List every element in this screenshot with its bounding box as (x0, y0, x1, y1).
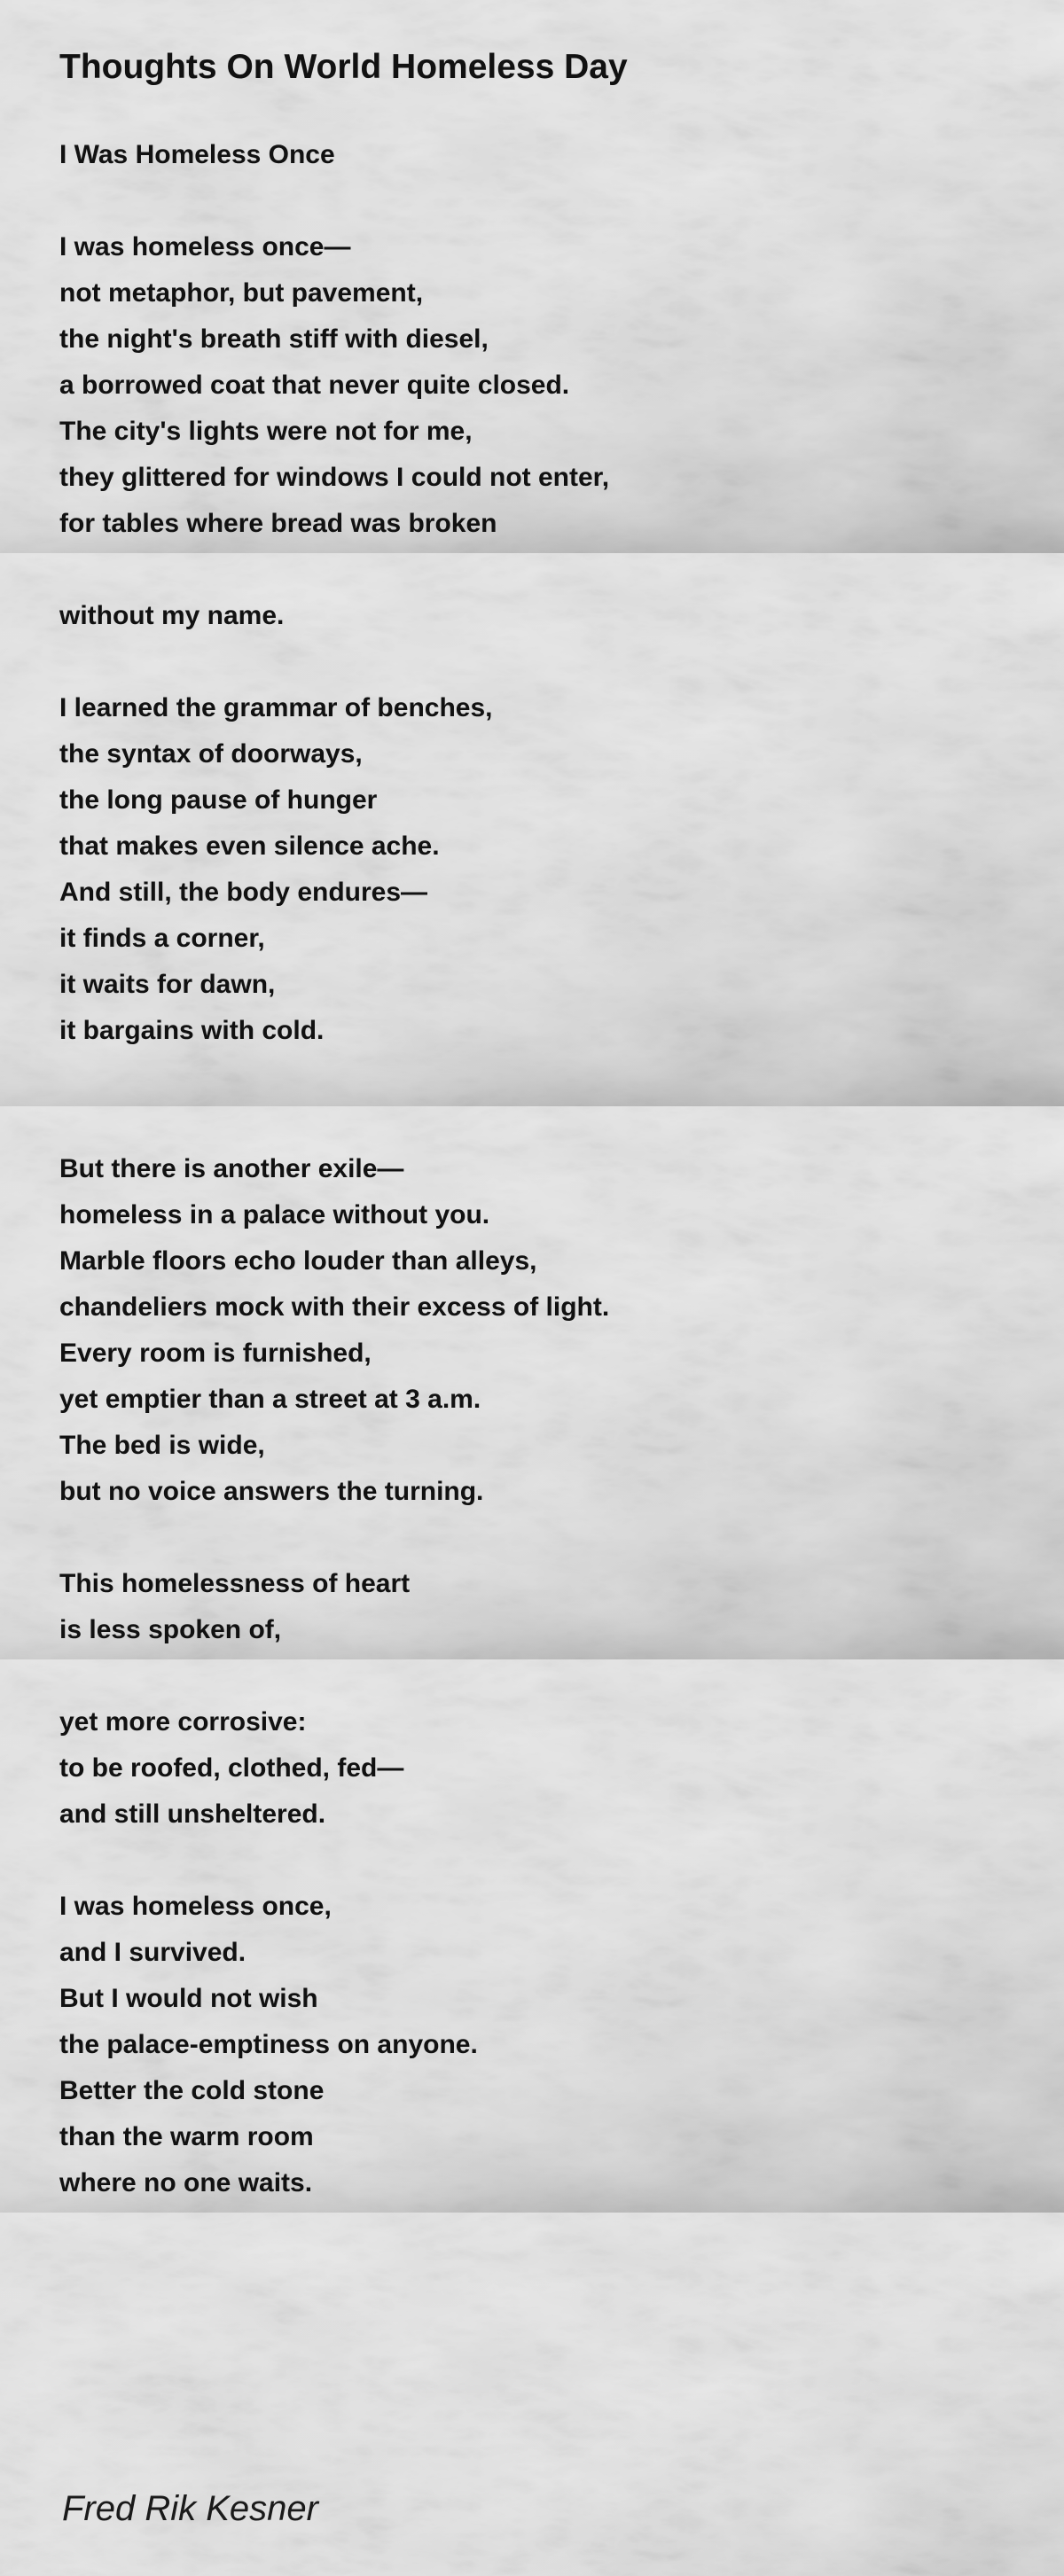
poem-line (59, 1054, 609, 1100)
poem-line: chandeliers mock with their excess of light. (59, 1292, 610, 1322)
poem-subtitle: I Was Homeless Once (59, 140, 335, 169)
poem-line: is less spoken of, (59, 1615, 282, 1644)
poem-line (59, 1515, 609, 1561)
poem-line: it finds a corner, (59, 924, 265, 953)
poem-line: and still unsheltered. (59, 1799, 326, 1829)
poem-line: the syntax of doorways, (59, 739, 363, 769)
poem-line: a borrowed coat that never quite closed. (59, 371, 570, 400)
poem-line: than the warm room (59, 2122, 314, 2151)
poem-line: not metaphor, but pavement, (59, 278, 424, 308)
poem-line: and I survived. (59, 1938, 246, 1967)
poem-body (59, 132, 609, 2206)
poem-line: This homelessness of heart (59, 1569, 411, 1598)
poem-line: the palace-emptiness on anyone. (59, 2030, 478, 2059)
poem-line: And still, the body endures— (59, 878, 428, 907)
poem-line: the long pause of hunger (59, 785, 378, 815)
poem-line (59, 178, 609, 224)
poem-line (59, 547, 609, 593)
poem-line (59, 1100, 609, 1146)
poem-line: Marble floors echo louder than alleys, (59, 1246, 537, 1276)
poem-line: But there is another exile— (59, 1154, 404, 1183)
poem-line: I was homeless once— (59, 232, 351, 262)
poem-line: it waits for dawn, (59, 970, 276, 999)
poem-line: for tables where bread was broken (59, 509, 497, 538)
poem-line: Better the cold stone (59, 2076, 325, 2105)
poem-line: The city's lights were not for me, (59, 417, 473, 446)
poem-line: The bed is wide, (59, 1431, 265, 1460)
poem-line: yet more corrosive: (59, 1707, 307, 1737)
poem-line (59, 1653, 609, 1699)
poem-line: But I would not wish (59, 1984, 318, 2013)
poem-line (59, 1838, 609, 1884)
poem-line: they glittered for windows I could not enter, (59, 463, 610, 492)
poem-line: homeless in a palace without you. (59, 1200, 490, 1229)
poem-line: where no one waits. (59, 2168, 313, 2197)
poem-line (59, 639, 609, 685)
poem-title: Thoughts On World Homeless Day (59, 48, 628, 86)
poem-line: but no voice answers the turning. (59, 1477, 484, 1506)
poem-line: the night's breath stiff with diesel, (59, 324, 489, 354)
poem-line: I was homeless once, (59, 1892, 332, 1921)
poem-line: Every room is furnished, (59, 1339, 372, 1368)
poem-line: without my name. (59, 601, 285, 630)
poem-line: it bargains with cold. (59, 1016, 325, 1045)
poem-line: to be roofed, clothed, fed— (59, 1753, 404, 1783)
poem-line: I learned the grammar of benches, (59, 693, 493, 722)
poem-author: Fred Rik Kesner (62, 2489, 318, 2528)
poem-line: that makes even silence ache. (59, 831, 440, 861)
poem-line: yet emptier than a street at 3 a.m. (59, 1385, 481, 1414)
